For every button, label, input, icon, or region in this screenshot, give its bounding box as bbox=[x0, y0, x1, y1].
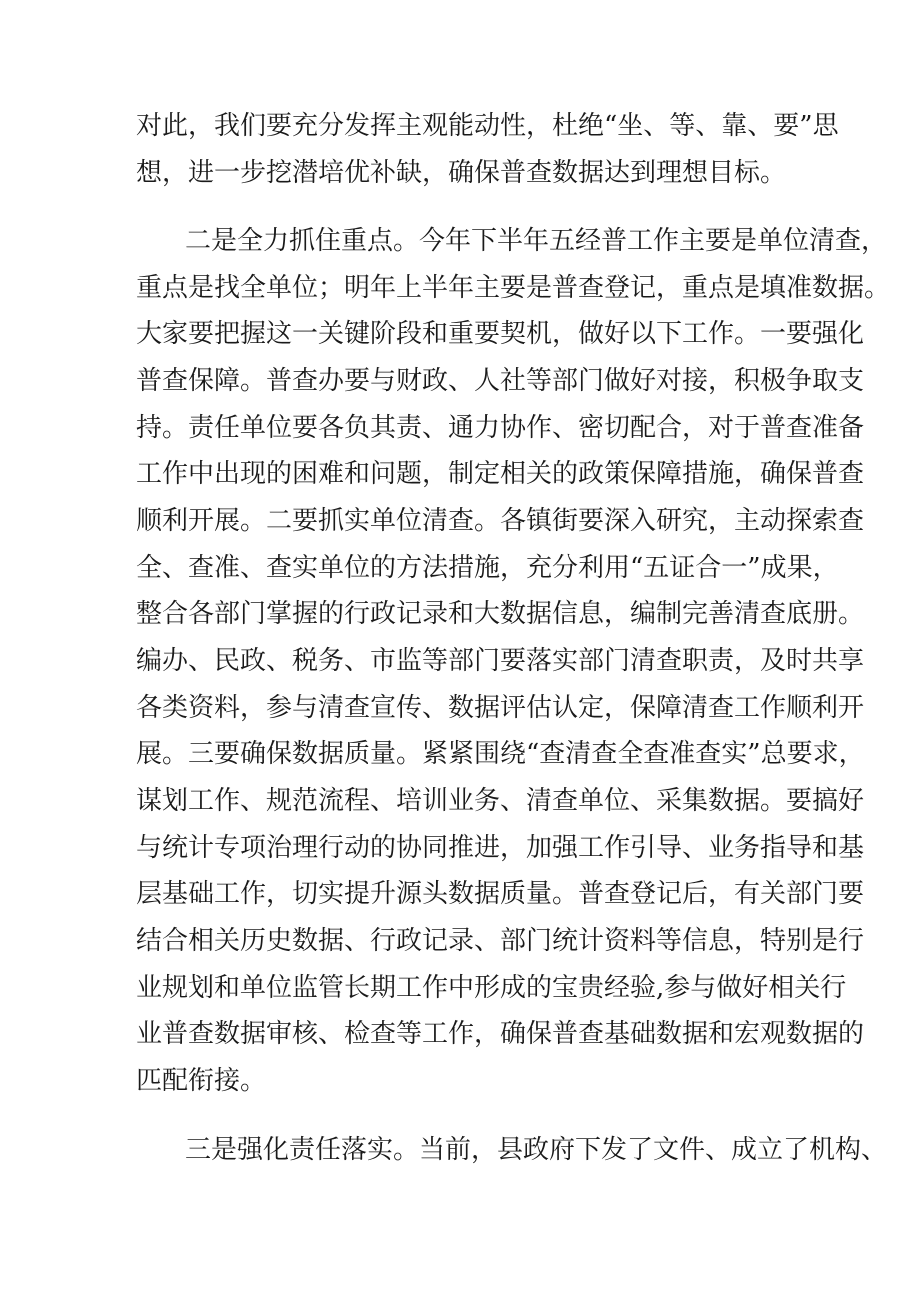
text-line-8: 工作中出现的困难和问题，制定相关的政策保障措施，确保普查 bbox=[136, 459, 865, 489]
text-line-17: 层基础工作，切实提升源头数据质量。普查登记后，有关部门要 bbox=[136, 879, 865, 909]
text-line-1: 对此，我们要充分发挥主观能动性，杜绝“坐、等、靠、要”思 bbox=[136, 111, 839, 141]
text-line-13: 各类资料，参与清查宣传、数据评估认定，保障清查工作顺利开 bbox=[136, 693, 865, 723]
text-line-11: 整合各部门掌握的行政记录和大数据信息，编制完善清查底册。 bbox=[136, 599, 865, 629]
text-line-6: 普查保障。普查办要与财政、人社等部门做好对接，积极争取支 bbox=[136, 366, 865, 396]
text-line-4: 重点是找全单位；明年上半年主要是普查登记，重点是填准数据。 bbox=[136, 273, 891, 303]
text-line-10: 全、查准、查实单位的方法措施，充分利用“五证合一”成果， bbox=[136, 553, 839, 583]
text-line-2: 想，进一步挖潜培优补缺，确保普查数据达到理想目标。 bbox=[136, 158, 787, 188]
text-line-22: 三是强化责任落实。当前，县政府下发了文件、成立了机构、 bbox=[185, 1135, 888, 1165]
text-line-18: 结合相关历史数据、行政记录、部门统计资料等信息，特别是行 bbox=[136, 926, 865, 956]
text-line-16: 与统计专项治理行动的协同推进，加强工作引导、业务指导和基 bbox=[136, 833, 865, 863]
text-line-20: 业普查数据审核、检查等工作，确保普查基础数据和宏观数据的 bbox=[136, 1019, 865, 1049]
text-line-7: 持。责任单位要各负其责、通力协作、密切配合，对于普查准备 bbox=[136, 413, 865, 443]
text-line-19: 业规划和单位监管长期工作中形成的宝贵经验,参与做好相关行 bbox=[136, 973, 847, 1003]
text-line-9: 顺利开展。二要抓实单位清查。各镇街要深入研究，主动探索查 bbox=[136, 506, 865, 536]
text-line-5: 大家要把握这一关键阶段和重要契机，做好以下工作。一要强化 bbox=[136, 319, 865, 349]
text-line-15: 谋划工作、规范流程、培训业务、清查单位、采集数据。要搞好 bbox=[136, 786, 865, 816]
text-line-21: 匹配衔接。 bbox=[136, 1066, 267, 1096]
text-line-14: 展。三要确保数据质量。紧紧围绕“查清查全查准查实”总要求， bbox=[136, 739, 865, 769]
text-line-12: 编办、民政、税务、市监等部门要落实部门清查职责，及时共享 bbox=[136, 646, 865, 676]
text-line-3: 二是全力抓住重点。今年下半年五经普工作主要是单位清查， bbox=[185, 226, 888, 256]
